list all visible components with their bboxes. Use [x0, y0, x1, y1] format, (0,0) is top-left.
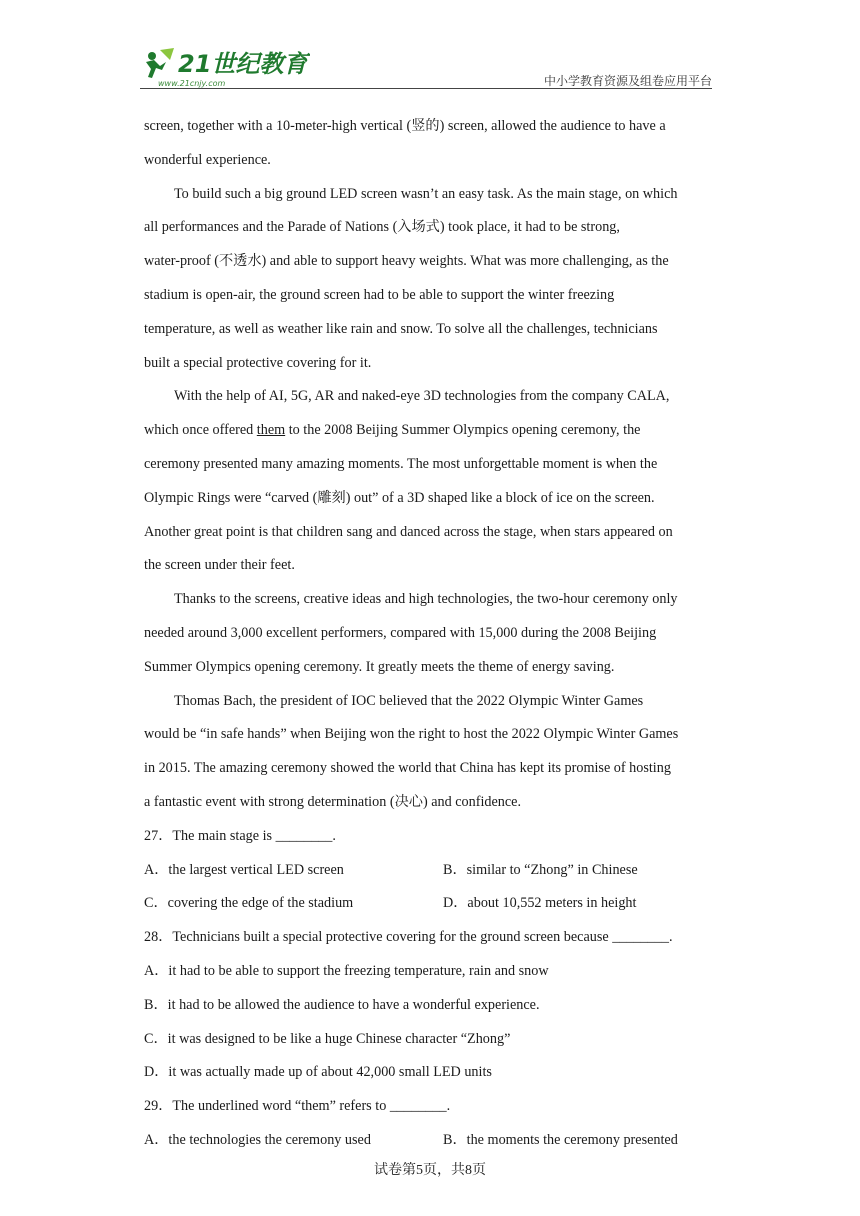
option-a[interactable]: A．the technologies the ceremony used	[144, 1131, 371, 1148]
passage-line: Summer Olympics opening ceremony. It greatly meets the theme of energy saving.	[144, 658, 615, 675]
question-29-options-row-1	[144, 1124, 718, 1158]
passage-line: ceremony presented many amazing moments. The most unforgettable moment is when the	[144, 455, 658, 472]
passage-line: all performances and the Parade of Nations (入场式) took place, it had to be strong,	[144, 219, 620, 236]
underlined-word: them	[256, 422, 286, 439]
svg-text:www.21cnjy.com: www.21cnjy.com	[158, 79, 226, 88]
question-27-stem: 27．The main stage is ________.	[144, 827, 336, 844]
question-27-options-row-2	[144, 887, 718, 921]
passage-line: With the help of AI, 5G, AR and naked-eye 3D technologies from the company CALA,	[174, 388, 670, 405]
passage-line: wonderful experience.	[144, 151, 271, 168]
line-text: which once offered	[144, 422, 257, 439]
passage-line: Olympic Rings were “carved (雕刻) out” of a 3D shaped like a block of ice on the screen.	[144, 489, 655, 506]
question-28-stem: 28．Technicians built a special protective covering for the ground screen because ________.	[144, 929, 673, 946]
passage-line: needed around 3,000 excellent performers, compared with 15,000 during the 2008 Beijing	[144, 624, 657, 641]
question-29-stem: 29．The underlined word “them” refers to ________.	[144, 1098, 451, 1115]
passage-line: the screen under their feet.	[144, 557, 295, 574]
runner-logo-icon	[140, 44, 310, 88]
option-c[interactable]: C．it was designed to be like a huge Chinese character “Zhong”	[144, 1030, 511, 1047]
option-d[interactable]: D．about 10,552 meters in height	[443, 895, 637, 912]
option-b[interactable]: B．it had to be allowed the audience to have a wonderful experience.	[144, 996, 540, 1013]
header-divider	[140, 88, 712, 89]
passage-line: Thanks to the screens, creative ideas and high technologies, the two-hour ceremony only	[174, 591, 678, 608]
passage-line: Thomas Bach, the president of IOC believed that the 2022 Olympic Winter Games	[174, 692, 644, 709]
passage-line: Another great point is that children sang and danced across the stage, when stars appeared on	[144, 523, 673, 540]
passage-line: temperature, as well as weather like rain and snow. To solve all the challenges, technicians	[144, 320, 658, 337]
option-a[interactable]: A．it had to be able to support the freezing temperature, rain and snow	[144, 962, 549, 979]
passage-line: screen, together with a 10-meter-high vertical (竖的) screen, allowed the audience to have a	[144, 118, 666, 134]
passage-line: stadium is open-air, the ground screen had to be able to support the winter freezing	[144, 286, 615, 303]
exam-content	[144, 110, 718, 1158]
option-a[interactable]: A．the largest vertical LED screen	[144, 861, 344, 878]
site-logo	[140, 44, 310, 88]
passage-line: a fantastic event with strong determination (决心) and confidence.	[144, 793, 522, 810]
passage-line	[144, 414, 718, 448]
platform-name: 中小学教育资源及组卷应用平台	[543, 74, 712, 88]
option-b[interactable]: B．similar to “Zhong” in Chinese	[443, 861, 638, 878]
passage-line: would be “in safe hands” when Beijing won the right to host the 2022 Olympic Winter Games	[144, 726, 679, 743]
line-text: to the 2008 Beijing Summer Olympics opening ceremony, the	[285, 422, 641, 439]
option-d[interactable]: D．it was actually made up of about 42,000 small LED units	[144, 1064, 492, 1081]
passage-line: in 2015. The amazing ceremony showed the world that China has kept its promise of hosting	[144, 760, 671, 777]
page-footer: 试卷第5页，共8页	[374, 1163, 486, 1178]
svg-text:21世纪教育: 21世纪教育	[178, 50, 308, 78]
option-c[interactable]: C．covering the edge of the stadium	[144, 895, 354, 912]
question-27-options-row-1	[144, 854, 718, 888]
passage-line: water-proof (不透水) and able to support heavy weights. What was more challenging, as the	[144, 253, 669, 270]
page-header	[140, 40, 712, 90]
option-b[interactable]: B．the moments the ceremony presented	[443, 1131, 678, 1148]
passage-line: To build such a big ground LED screen wasn’t an easy task. As the main stage, on which	[174, 185, 678, 202]
passage-line: built a special protective covering for it.	[144, 354, 372, 371]
